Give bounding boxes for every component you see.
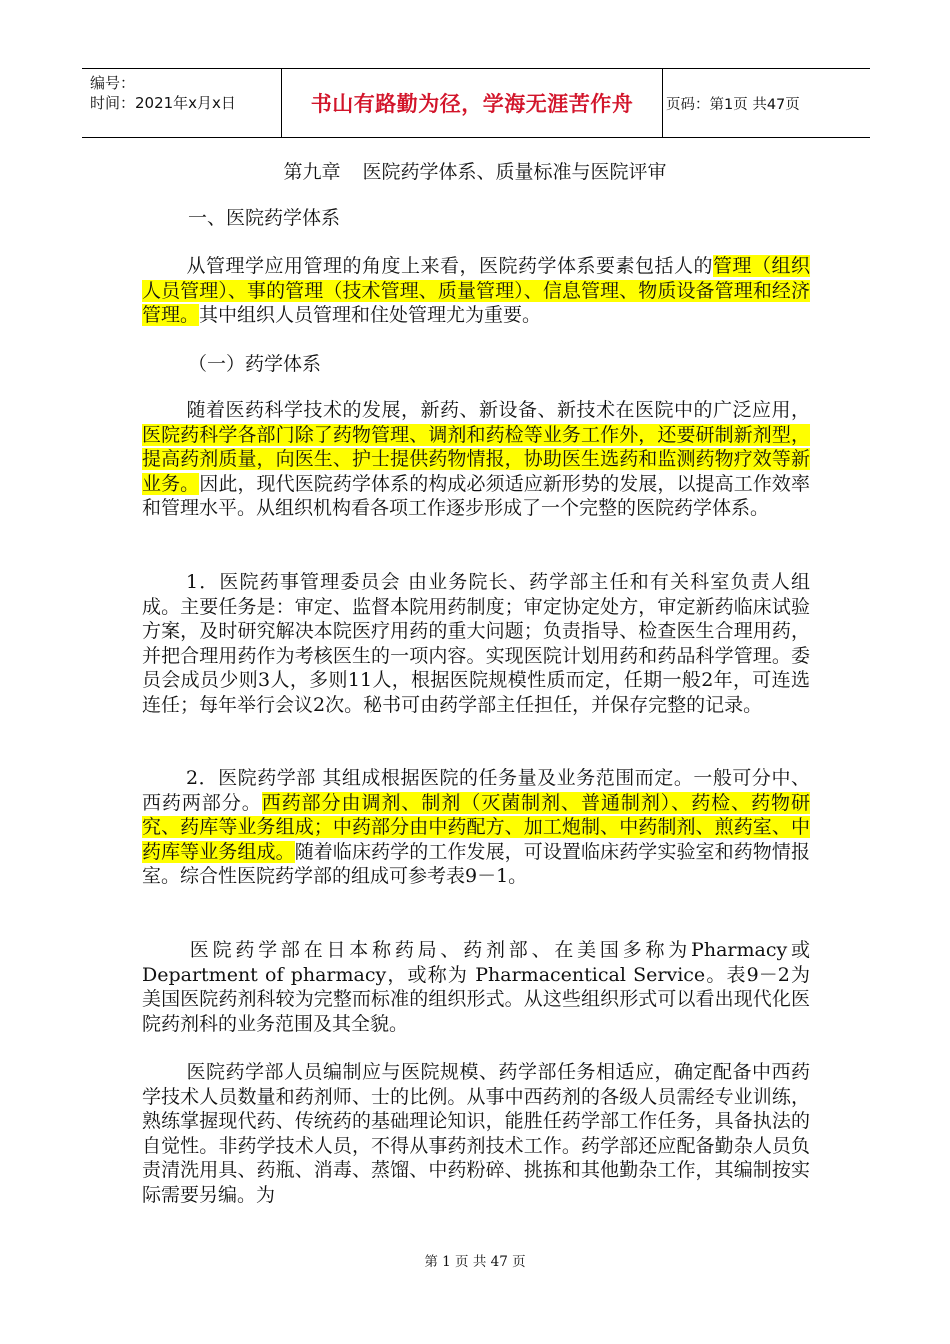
header-page-info-cell (662, 69, 870, 137)
header-table (82, 68, 870, 138)
paragraph-1-text-b: 其中组织人员管理和住处管理尤为重要。 (199, 304, 542, 327)
page-footer: 第 1 页 共 47 页 (424, 1254, 526, 1270)
paragraph-2-highlight: 医院药科学各部门除了药物管理、调剂和药检等业务工作外，还要研制新剂型，提高药剂质量，向医生、护士提供药物情报，协助医生选药和监测药物疗效等新业务。 (142, 423, 810, 495)
paragraph-6 (142, 1060, 810, 1208)
paragraph-6-text: 医院药学部人员编制应与医院规模、药学部任务相适应，确定配备中西药学技术人员数量和药剂师、士的比例。从事中西药剂的各级人员需经专业训练，熟练掌握现代药、传统药的基础理论知识，能胜任药学部工作任务，具备执法的自觉性。非药学技术人员，不得从事药剂技术工作。药学部还应配备勤杂人员负责清洗用具、药瓶、消毒、蒸馏、中药粉碎、挑拣和其他勤杂工作，其编制按实际需要另编。为 (142, 1061, 810, 1206)
header-meta-cell (82, 69, 282, 137)
paragraph-1 (142, 254, 810, 328)
paragraph-4-text-a: 2．医院药学部 其组成根据医院的任务量及业务范围而定。一般可分中、西药两部分。 (142, 767, 810, 814)
chapter-number: 第九章 (283, 161, 341, 183)
document-time-label: 时间：2021年x月x日 (90, 94, 236, 112)
paragraph-1-text-a: 从管理学应用管理的角度上来看，医院药学体系要素包括人的 (186, 255, 713, 277)
motto-text: 书山有路勤为径，学海无涯苦作舟 (310, 92, 634, 116)
section-heading-2: （一）药学体系 (188, 353, 322, 375)
paragraph-5 (142, 938, 810, 1036)
header-motto-cell (282, 69, 663, 137)
paragraph-4-highlight: 西药部分由调剂、制剂（灭菌制剂、普通制剂）、药检、药物研究、药库等业务组成；中药部分由中药配方、加工炮制、中药制剂、煎药室、中药库等业务组成。 (142, 791, 810, 863)
paragraph-1-highlight: 管理（组织人员管理）、事的管理（技术管理、质量管理）、信息管理、物质设备管理和经济管理。 (142, 255, 810, 327)
document-number-label: 编号： (90, 74, 136, 92)
paragraph-3 (142, 570, 810, 718)
paragraph-5-text: 医院药学部在日本称药局、药剂部、在美国多称为Pharmacy或Department of pharmacy，或称为 Pharmacentical Service。表9－2为美国医院药剂科较为完整而标准的组织形式。从这些组织形式可以看出现代化医院药剂科的业务范围及其全貌。 (142, 939, 810, 1035)
page-info-text: 页码：第1页 共47页 (666, 96, 800, 113)
paragraph-4 (142, 766, 810, 889)
section-heading-1: 一、医院药学体系 (188, 207, 341, 229)
paragraph-2-text-a: 随着医药科学技术的发展，新药、新设备、新技术在医院中的广泛应用， (186, 399, 810, 421)
paragraph-3-text: 1．医院药事管理委员会 由业务院长、药学部主任和有关科室负责人组成。主要任务是：审定、监督本院用药制度；审定协定处方，审定新药临床试验方案，及时研究解决本院医疗用药的重大问题；负责指导、检查医生合理用药，并把合理用药作为考核医生的一项内容。实现医院计划用药和药品科学管理。委员会成员少则3人，多则11人，根据医院规模性质而定，任期一般2年，可连选连任；每年举行会议2次。秘书可由药学部主任担任，并保存完整的记录。 (142, 571, 810, 716)
chapter-title-text: 医院药学体系、质量标准与医院评审 (362, 161, 667, 183)
chapter-title (0, 160, 950, 184)
paragraph-2 (142, 398, 810, 521)
paragraph-2-text-b: 因此，现代医院药学体系的构成必须适应新形势的发展，以提高工作效率和管理水平。从组织机构看各项工作逐步形成了一个完整的医院药学体系。 (142, 472, 810, 520)
paragraph-4-text-b: 随着临床药学的工作发展，可设置临床药学实验室和药物情报室。综合性医院药学部的组成可参考表9－1。 (142, 840, 810, 888)
